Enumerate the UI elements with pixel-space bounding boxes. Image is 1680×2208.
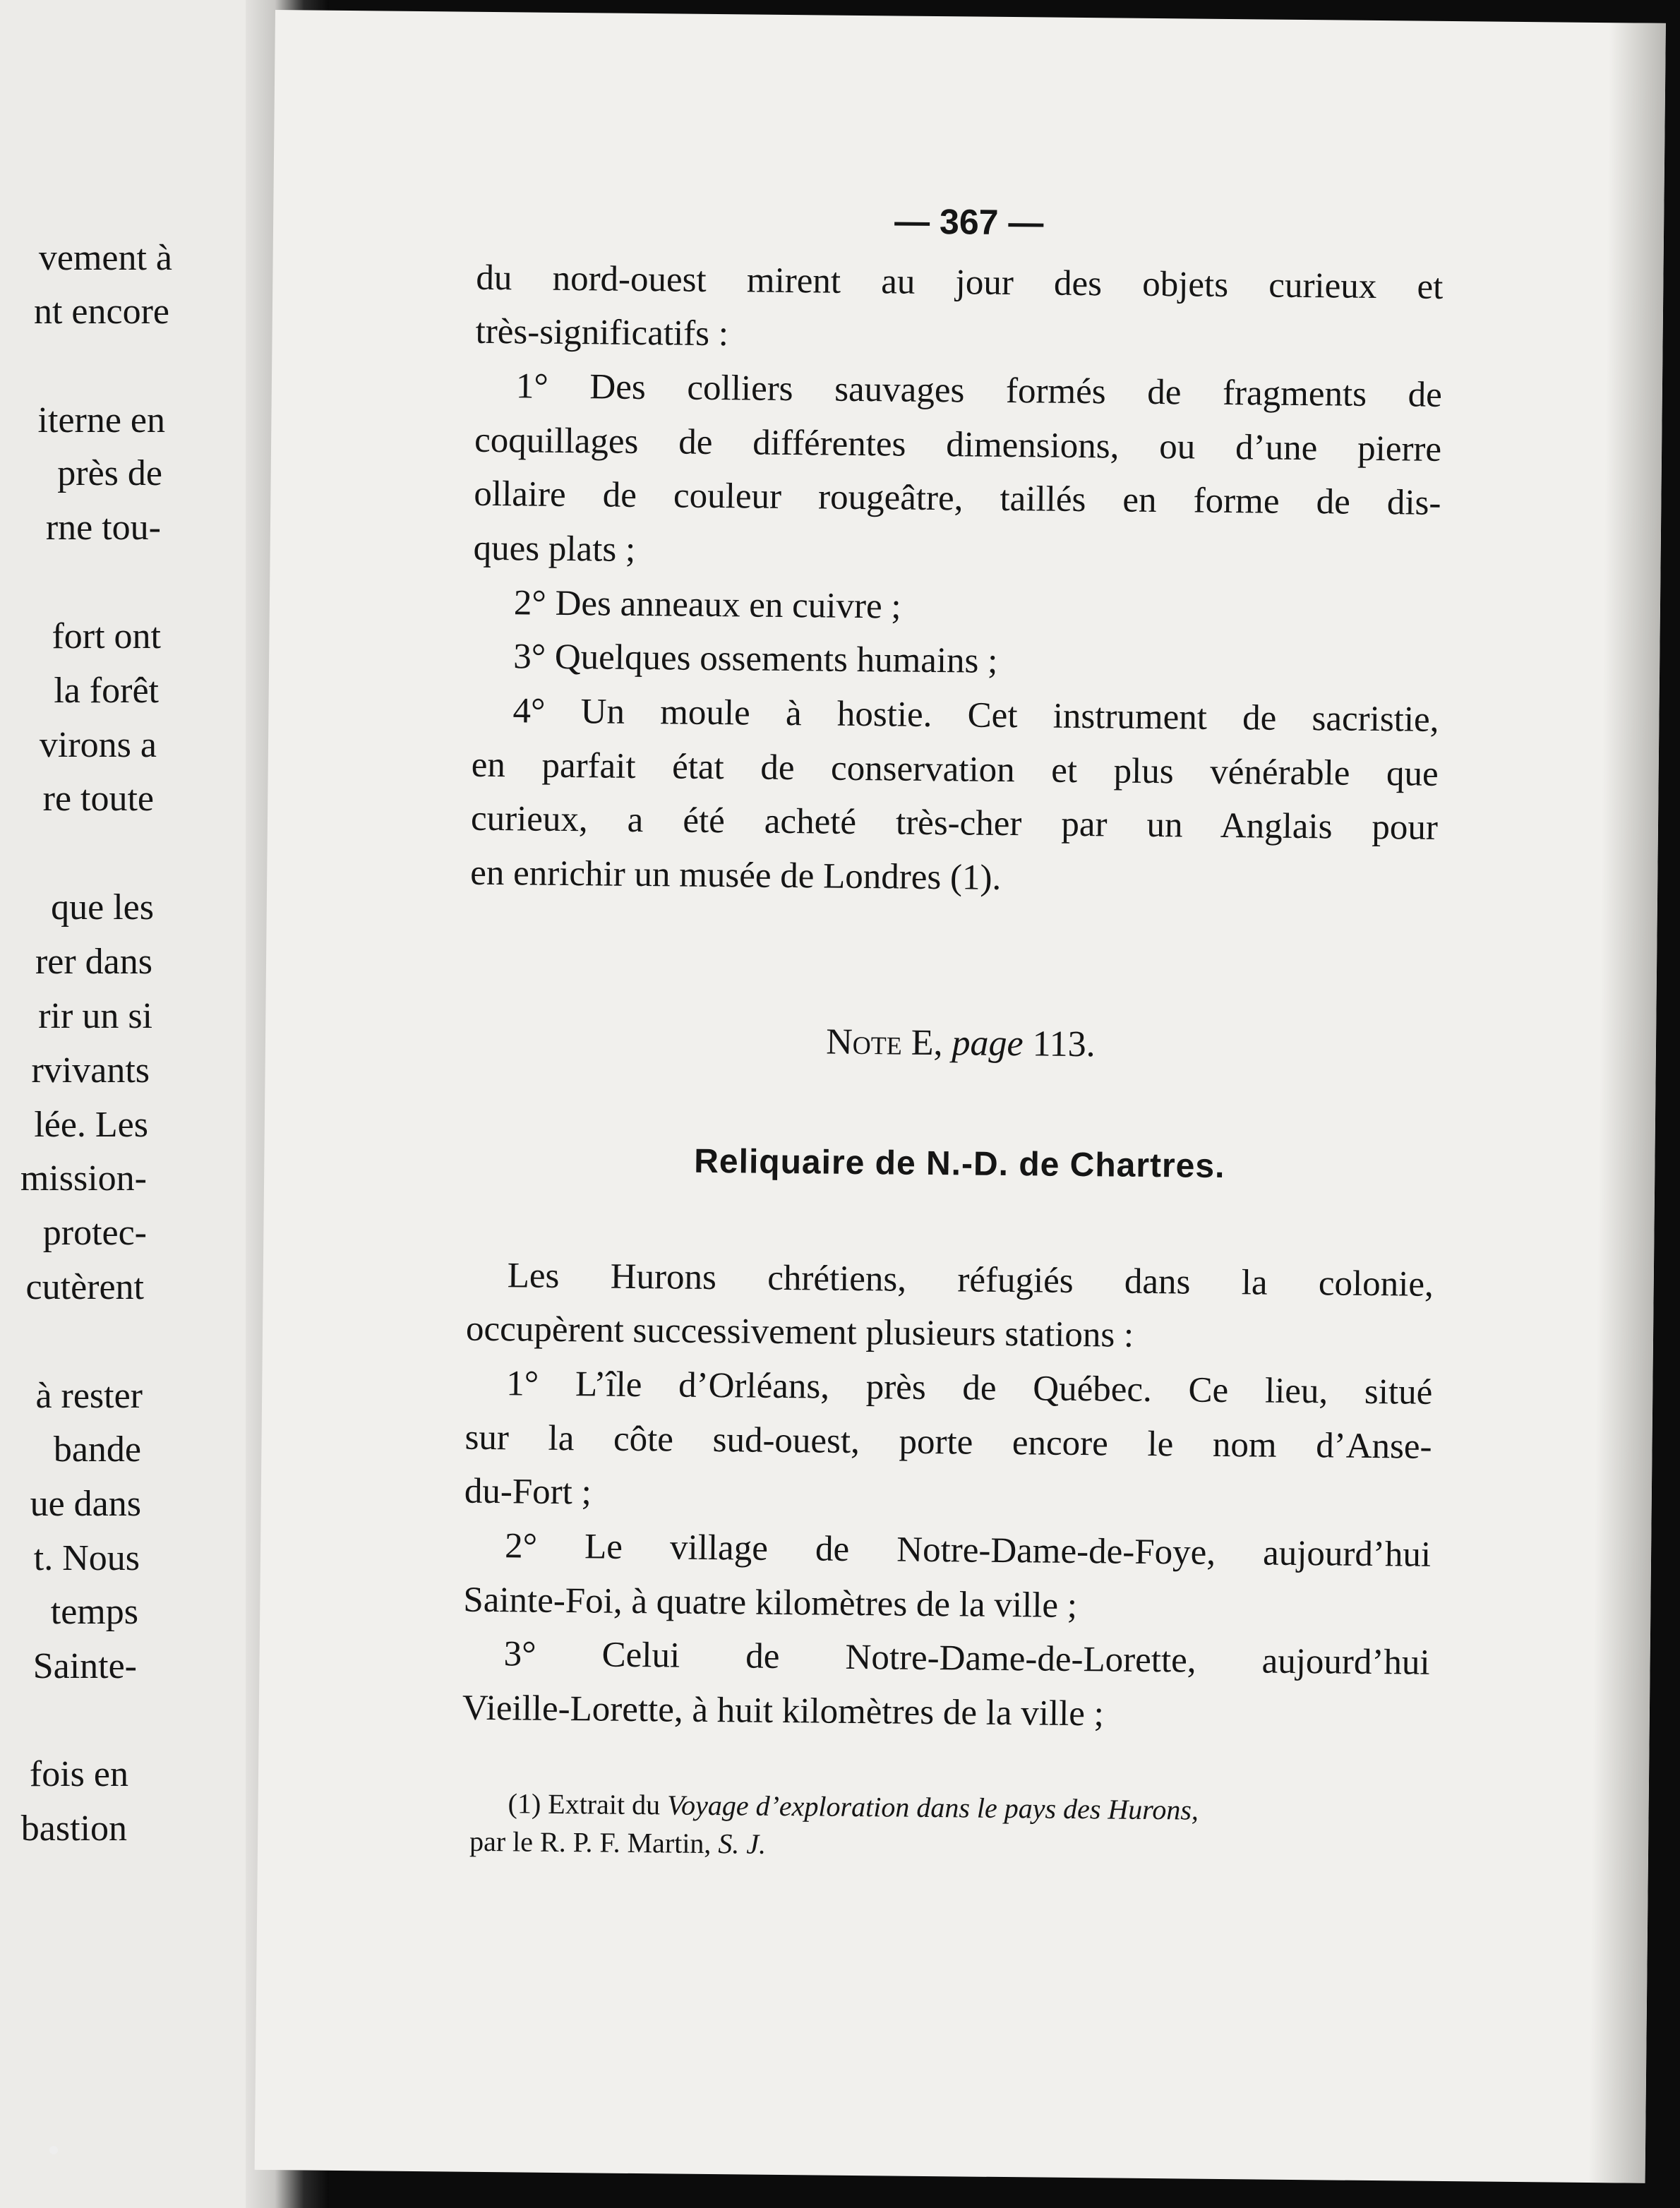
left-fragment: mission- (20, 1158, 147, 1199)
footnote-author: par le R. P. F. Martin, (469, 1825, 712, 1860)
left-fragment: iterne en (37, 400, 165, 440)
text-line: ques plats ; (473, 528, 636, 570)
left-fragment: près de (57, 453, 162, 493)
left-fragment: lée. Les (34, 1105, 148, 1145)
text-line: sur la côte sud-ouest, porte encore le nom d’Anse- (464, 1417, 1432, 1467)
left-fragment: virons a (39, 725, 157, 765)
text-line: en parfait état de conservation et plus vénérable que (471, 745, 1439, 794)
page-edge (1589, 23, 1666, 2183)
left-fragment: temps (50, 1592, 138, 1632)
text-line: Sainte-Foi, à quatre kilomètres de la ville ; (463, 1580, 1078, 1626)
text-line: du nord-ouest mirent au jour des objets curieux et (476, 258, 1444, 307)
left-fragment: que les (51, 887, 154, 928)
page-word: page (952, 1023, 1024, 1064)
footnote-text: Extrait du (548, 1787, 661, 1821)
page-number: — 367 — (894, 201, 1044, 243)
text-line: très-significatifs : (475, 311, 729, 354)
right-page (255, 10, 1666, 2183)
footnote-order: S. J. (718, 1828, 767, 1860)
footnote-line-1 (508, 1789, 1482, 1827)
text-line: occupèrent successivement plusieurs stations : (465, 1309, 1134, 1355)
note-heading (265, 1016, 1656, 1071)
left-fragment: fois en (29, 1754, 128, 1794)
footnote-marker: (1) (508, 1787, 541, 1820)
text-line: 2° Le village de Notre-Dame-de-Foye, aujourd’hui (504, 1526, 1432, 1575)
left-fragment: Sainte- (32, 1646, 137, 1686)
speck (49, 2146, 58, 2154)
text-line: 4° Un moule à hostie. Cet instrument de sacristie, (512, 691, 1439, 740)
left-fragment: la forêt (54, 671, 159, 711)
text-line: 1° L’île d’Orléans, près de Québec. Ce lieu, situé (506, 1364, 1433, 1412)
left-fragment: rvivants (31, 1050, 150, 1091)
note-label: Note E, (825, 1021, 943, 1064)
text-line: Vieille-Lorette, à huit kilomètres de la ville ; (462, 1688, 1105, 1734)
text-line: 1° Des colliers sauvages formés de fragments de (515, 366, 1443, 415)
left-fragment: t. Nous (33, 1538, 140, 1578)
left-fragment: vement à (38, 238, 172, 278)
left-fragment: ue dans (30, 1484, 141, 1524)
text-line: en enrichir un musée de Londres (1). (470, 853, 1002, 898)
section-title: Reliquaire de N.-D. de Chartres. (694, 1142, 1225, 1185)
left-fragment: rir un si (38, 996, 152, 1036)
text-line: Les Hurons chrétiens, réfugiés dans la colonie, (507, 1256, 1434, 1304)
text-line: 3° Quelques ossements humains ; (512, 637, 998, 681)
left-fragment: bastion (20, 1808, 127, 1849)
text-line: 2° Des anneaux en cuivre ; (513, 583, 901, 627)
left-fragment: à rester (35, 1376, 143, 1416)
text-line: du-Fort ; (464, 1471, 592, 1513)
text-line: coquillages de différentes dimensions, ou d’une pierre (474, 420, 1442, 469)
page-ref: 113. (1032, 1024, 1096, 1065)
footnote-title: Voyage d’exploration dans le pays des Hurons, (666, 1789, 1199, 1826)
left-fragment: cutèrent (25, 1267, 144, 1307)
left-fragment: bande (53, 1429, 141, 1470)
footnote-line-2 (469, 1825, 1444, 1865)
text-line: ollaire de couleur rougeâtre, taillés en forme de dis- (474, 474, 1441, 523)
text-line: 3° Celui de Notre-Dame-de-Lorette, aujourd’hui (503, 1634, 1430, 1683)
left-fragment: protec- (42, 1213, 147, 1253)
left-fragment: rer dans (35, 942, 152, 982)
left-fragment: rne tou- (45, 508, 161, 548)
left-fragment: re toute (42, 779, 154, 819)
left-fragment: fort ont (52, 616, 161, 656)
text-line: curieux, a été acheté très-cher par un Anglais pour (470, 798, 1439, 848)
left-fragment: nt encore (33, 292, 169, 332)
